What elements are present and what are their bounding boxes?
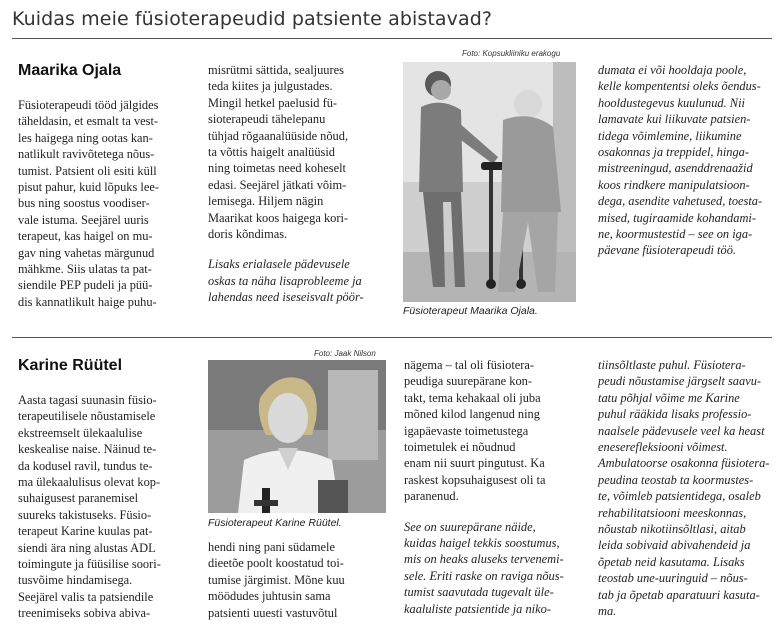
section2-col1-text: Aasta tagasi suunasin füsio- terapeutilisele nõustamisele ekstreemselt ülekaalulise keskealise naise. Näinud te- da kodusel ravil, tundus te- ma ülekaalulisus olevat kop- suhaigusest paranemisel suureks takistuseks. Füsio- terapeut Karine kuulas pat- siendi ära ning alustas ADL toimingute ja füüsilise soori- tusvõime hindamisega. Seejärel valis ta patsiendile treenimiseks sobiva abiva- xyxy=(18,393,161,621)
section2-photo xyxy=(208,360,386,513)
section1-col2-text: misrütmi sättida, sealjuures teda kiites ja julgustades. Mingil hetkel paelusid fü- sioterapeudi tähelepanu tühjad rõgaanalüüside nõud, ta võttis haigelt analüüsid ning toimetas need koheselt edasi. Seejärel jätkati võim- lemisega. Hiljem nägin Maarikat koos haigega kori- doris kõndimas. xyxy=(208,63,349,242)
therapist-portrait-image xyxy=(208,360,386,513)
section1-column-2 xyxy=(208,62,386,306)
section2-column-1 xyxy=(18,392,188,622)
section2-col3-italic: See on suurepärane näide, kuidas haigel tekkis soostumus, mis on heaks aluseks tervenemi- sele. Eriti raske on raviga nõus- tumist saavutada tugevalt üle- kaaluliste patsientide ja niko- xyxy=(404,519,564,616)
section1-photo-credit: Foto: Kopsukliiniku erakogu xyxy=(462,49,561,58)
section1-photo xyxy=(403,62,576,302)
section1-col1-text: Füsioterapeudi tööd jälgides täheldasin, et esmalt ta vest- les haigega ning ootas kan- natlikult ravivõtetega nõus- tumist. Patsient oli esiti küll pisut pahur, kuid lõpuks lee- bus ning soostus voodiser- vale istuma. Seejärel uuris terapeut, kas haigel on mu- gav ning vahetas märgunud mähkme. Siis ulatas ta pat- siendile PEP pudeli ja püü- dis kannatlikult haige puhu- xyxy=(18,98,159,309)
section2-photo-caption: Füsioterapeut Karine Rüütel. xyxy=(208,517,342,529)
section2-name: Karine Rüütel xyxy=(18,357,123,374)
section1-photo-caption: Füsioterapeut Maarika Ojala. xyxy=(403,305,538,317)
section1-column-4 xyxy=(598,62,770,259)
section1-col4-text: dumata ei või hooldaja poole, kelle kompententsi oleks õendus- hooldustegevus kuulunud. Nii lamavate kui liikuvate patsien- tidega võimlemine, liikumine osakonnas ja treppidel, hinga- mistreeningud, asenddrenaažid koos rindkere manipulatsioon- dega, asendite vahetused, toesta- mised, tugiraamide kohandami- ne, koormustestid – see on iga- päevane füsioterapeudi töö. xyxy=(598,63,763,258)
section2-column-3 xyxy=(404,357,579,617)
section2-column-4 xyxy=(598,357,770,620)
page-headline: Kuidas meie füsioterapeudid patsiente abistavad? xyxy=(12,8,493,30)
section1-column-1 xyxy=(18,97,188,310)
section2-column-2 xyxy=(208,539,386,621)
section2-col4-text: tiinsõltlaste puhul. Füsiotera- peudi nõustamise järgselt saavu- tatu põhjal võime me Karine puhul rääkida lisaks professio- naalsele pädevusele veel ka heast eneserefleksiooni võimest. Ambulatoorse osakonna füsiotera- peudina teostab ta koormustes- te, võimleb patsientidega, osaleb rehabilitatsiooni meeskonnas, nõustab nikotiinsõltlasi, aitab leida sobivaid abivahendeid ja õpetab neid kasutama. Lisaks teostab une-uuringuid – nõus- tab ja õpetab aparatuuri kasuta- ma. xyxy=(598,358,770,619)
therapist-photo-image xyxy=(403,62,576,302)
section2-col2-text: hendi ning pani südamele dieetõe poolt koostatud toi- tumise järgimist. Mõne kuu möödudes juhtusin sama patsienti uuesti vastuvõtul xyxy=(208,540,345,620)
section1-col2-italic: Lisaks erialasele pädevusele oskas ta näha lisaprobleeme ja lahendas need iseseisvalt pöör- xyxy=(208,257,364,305)
section2-col3-text: nägema – tal oli füsiotera- peudiga suurepärane kon- takt, tema kehakaal oli juba mõned kilod langenud ning igapäevaste toimetustega toimetulek ei nõudnud enam nii suurt pingutust. Ka raskest kopsuhaigusest oli ta paranenud. xyxy=(404,358,546,504)
section2-photo-credit: Foto: Jaak Nilson xyxy=(314,349,376,358)
top-rule xyxy=(12,38,772,39)
section1-name: Maarika Ojala xyxy=(18,62,122,79)
section-divider xyxy=(12,337,772,338)
